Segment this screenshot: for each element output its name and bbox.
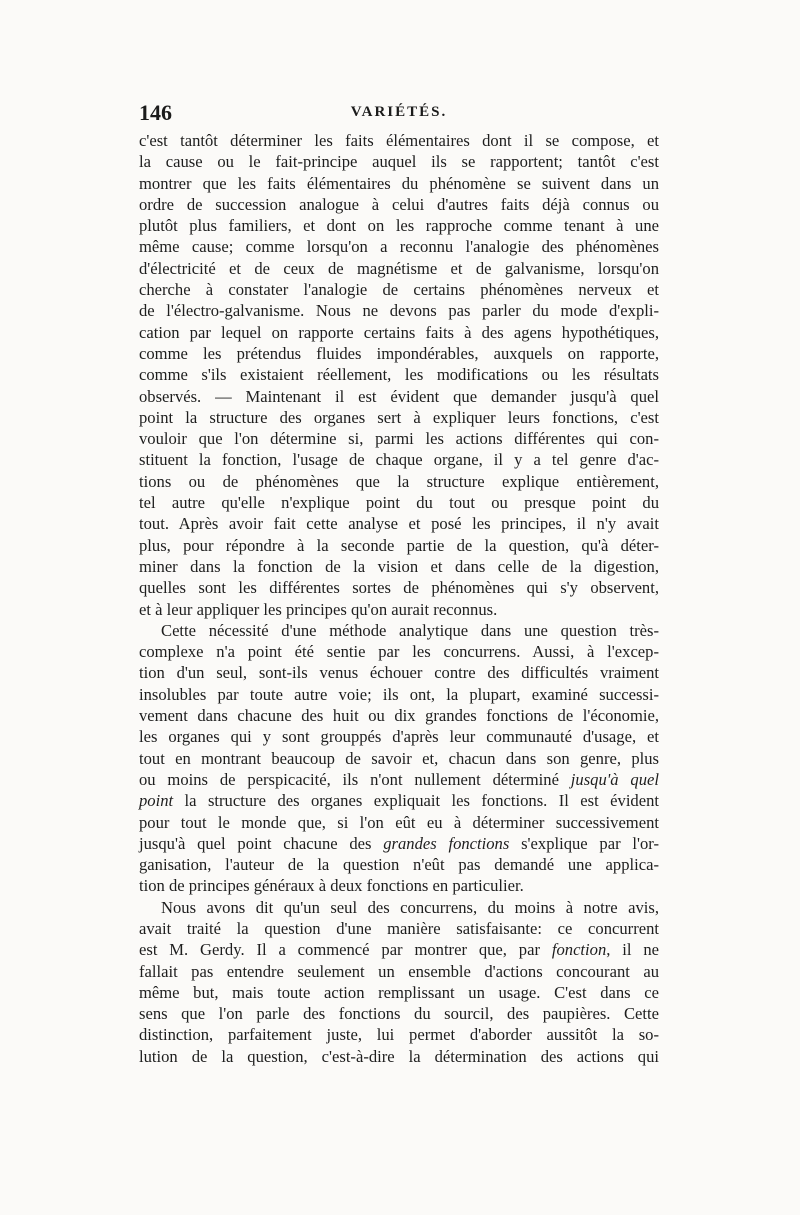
text-line: lution de la question, c'est-à-dire la détermination des actions qui: [139, 1046, 659, 1066]
italic-phrase: grandes fonctions: [383, 833, 510, 853]
text-line: même cause; comme lorsqu'on a reconnu l'analogie des phénomènes: [139, 237, 659, 257]
text-line: plus, pour répondre à la seconde partie de la question, qu'à déter-: [139, 535, 659, 555]
text-line: tout. Après avoir fait cette analyse et posé les principes, il n'y avait: [139, 514, 659, 534]
text-line: tout en montrant beaucoup de savoir et, chacun dans son genre, plus: [139, 748, 659, 768]
text-line: tions ou de phénomènes que la structure explique entièrement,: [139, 471, 659, 491]
text-line: stituent la fonction, l'usage de chaque organe, il y a tel genre d'ac-: [139, 450, 659, 470]
text-line: comme s'ils existaient réellement, les modifications ou les résultats: [139, 365, 659, 385]
text-line: de l'électro-galvanisme. Nous ne devons pas parler du mode d'expli-: [139, 301, 659, 321]
text-line: [139, 790, 659, 811]
paragraph-1: [139, 130, 659, 620]
text-line: cherche à constater l'analogie de certains phénomènes nerveux et: [139, 280, 659, 300]
paragraph-2: [139, 620, 659, 897]
italic-phrase: jusqu'à quel: [570, 769, 659, 789]
text-line: sens que l'on parle des fonctions du sourcil, des paupières. Cette: [139, 1004, 659, 1024]
text-line: ordre de succession analogue à celui d'autres faits déjà connus ou: [139, 194, 659, 214]
text-segment: la structure des organes expliquait les fonctions. Il est évident: [173, 791, 659, 811]
text-line: [139, 833, 659, 854]
text-segment: ou moins de perspicacité, ils n'ont nullement déterminé: [139, 769, 571, 789]
text-segment: jusqu'à quel point chacune des: [139, 833, 384, 853]
text-line: la cause ou le fait-principe auquel ils se rapportent; tantôt c'est: [139, 152, 659, 172]
running-head: VARIÉTÉS.: [350, 104, 448, 120]
text-line: [139, 939, 659, 960]
text-line: complexe n'a point été sentie par les concurrens. Aussi, à l'excep-: [139, 642, 659, 662]
page-number: 146: [139, 100, 172, 125]
text-line: c'est tantôt déterminer les faits élémentaires dont il se compose, et: [139, 131, 659, 150]
text-line: montrer que les faits élémentaires du phénomène se suivent dans un: [139, 173, 659, 193]
paragraph-3: [139, 897, 659, 1067]
text-line: distinction, parfaitement juste, lui permet d'aborder aussitôt la so-: [139, 1025, 659, 1045]
body-text: [139, 130, 659, 1067]
text-line: cation par lequel on rapporte certains faits à des agens hypothétiques,: [139, 322, 659, 342]
text-line: plutôt plus familiers, et dont on les rapproche comme tenant à une: [139, 216, 659, 236]
text-line: insolubles par toute autre voie; ils ont, la plupart, examiné successi-: [139, 684, 659, 704]
text-line: les organes qui y sont grouppés d'après leur communauté d'usage, et: [139, 727, 659, 747]
italic-phrase: point: [139, 791, 174, 811]
text-line: d'électricité et de ceux de magnétisme et de galvanisme, lorsqu'on: [139, 258, 659, 278]
text-line: tion de principes généraux à deux fonctions en particulier.: [139, 876, 524, 896]
text-segment: , il ne: [606, 940, 659, 960]
text-line: [139, 769, 659, 790]
text-segment: s'explique par l'or-: [509, 833, 659, 853]
text-line: tion d'un seul, sont-ils venus échouer contre des difficultés vraiment: [139, 663, 659, 683]
text-line: même but, mais toute action remplissant un usage. C'est dans ce: [139, 982, 659, 1002]
italic-phrase: fonction: [551, 940, 607, 960]
text-segment: est M. Gerdy. Il a commencé par montrer que, par: [139, 940, 552, 960]
text-line: fallait pas entendre seulement un ensemble d'actions concourant au: [139, 961, 659, 981]
text-line: miner dans la fonction de la vision et dans celle de la digestion,: [139, 556, 659, 576]
text-line: observés. — Maintenant il est évident que demander jusqu'à quel: [139, 386, 659, 406]
text-line: avait traité la question d'une manière satisfaisante: ce concurrent: [139, 918, 659, 938]
text-line: quelles sont les différentes sortes de phénomènes qui s'y observent,: [139, 578, 659, 598]
text-line: et à leur appliquer les principes qu'on aurait reconnus.: [139, 599, 498, 619]
page-header: [139, 100, 659, 128]
text-line: comme les prétendus fluides impondérables, auxquels on rapporte,: [139, 343, 659, 363]
text-line: Nous avons dit qu'un seul des concurrens, du moins à notre avis,: [161, 897, 659, 917]
text-line: Cette nécessité d'une méthode analytique dans une question très-: [161, 620, 659, 640]
text-line: vement dans chacune des huit ou dix grandes fonctions de l'économie,: [139, 706, 659, 726]
text-line: vouloir que l'on détermine si, parmi les actions différentes qui con-: [139, 429, 659, 449]
text-line: ganisation, l'auteur de la question n'eût pas demandé une applica-: [139, 855, 659, 875]
text-line: tel autre qu'elle n'explique point du tout ou presque point du: [139, 493, 659, 513]
text-line: point la structure des organes sert à expliquer leurs fonctions, c'est: [139, 407, 659, 427]
text-line: pour tout le monde que, si l'on eût eu à déterminer successivement: [139, 812, 659, 832]
